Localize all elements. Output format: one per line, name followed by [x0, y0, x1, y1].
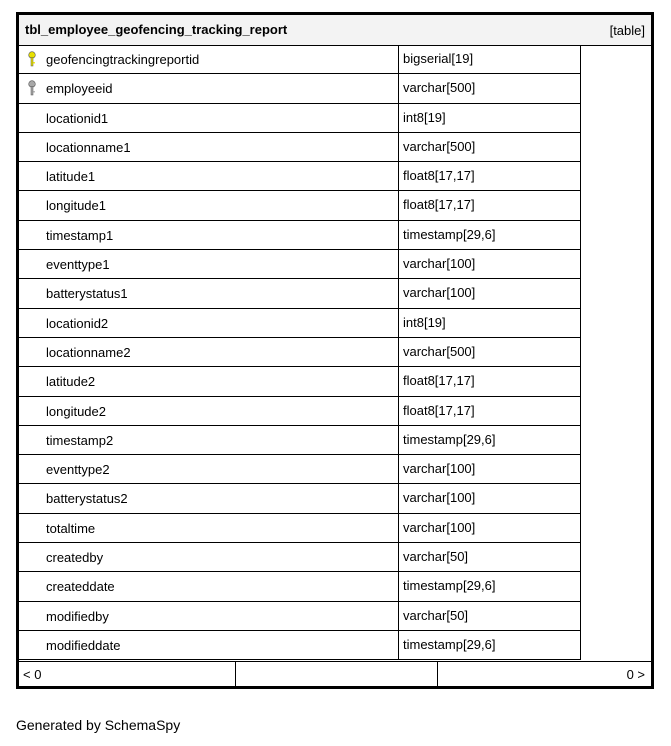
column-type-cell — [399, 162, 581, 190]
column-name-cell — [19, 45, 399, 73]
column-row — [19, 484, 581, 513]
column-name: latitude2 — [46, 374, 96, 390]
column-name: longitude2 — [46, 403, 106, 419]
column-type-cell — [399, 631, 581, 659]
column-type-cell — [399, 426, 581, 454]
column-row — [19, 221, 581, 250]
column-type-cell — [399, 250, 581, 278]
generated-by-text: Generated by SchemaSpy — [16, 717, 181, 733]
column-name: eventtype1 — [46, 257, 110, 273]
column-type: varchar[500] — [403, 138, 476, 154]
column-name-cell — [19, 162, 399, 190]
column-name-cell — [19, 514, 399, 542]
table-node — [16, 12, 654, 689]
column-type-cell — [399, 104, 581, 132]
column-list — [19, 45, 581, 660]
column-name-cell — [19, 133, 399, 161]
parents-cell — [19, 662, 236, 686]
column-name: modifiedby — [46, 608, 109, 624]
column-type: varchar[100] — [403, 519, 476, 535]
column-type: timestamp[29,6] — [403, 636, 496, 652]
foreign-key-icon — [27, 80, 37, 96]
column-type-cell — [399, 45, 581, 73]
column-row — [19, 455, 581, 484]
column-type-cell — [399, 191, 581, 219]
column-type-cell — [399, 455, 581, 483]
column-row — [19, 426, 581, 455]
column-name: timestamp2 — [46, 432, 114, 448]
column-row — [19, 250, 581, 279]
column-type: int8[19] — [403, 314, 446, 330]
column-row — [19, 133, 581, 162]
children-cell — [438, 662, 651, 686]
column-row — [19, 514, 581, 543]
column-row — [19, 191, 581, 220]
column-type: varchar[500] — [403, 343, 476, 359]
column-name: createddate — [46, 579, 115, 595]
column-row — [19, 338, 581, 367]
column-name-cell — [19, 484, 399, 512]
column-type-cell — [399, 309, 581, 337]
column-row — [19, 572, 581, 601]
column-name: locationname1 — [46, 139, 131, 155]
column-name-cell — [19, 455, 399, 483]
column-name-cell — [19, 191, 399, 219]
column-name: employeeid — [46, 81, 113, 97]
column-name-cell — [19, 338, 399, 366]
column-name-cell — [19, 426, 399, 454]
column-name-cell — [19, 397, 399, 425]
column-type: varchar[100] — [403, 461, 476, 477]
column-type-cell — [399, 484, 581, 512]
column-row — [19, 631, 581, 660]
column-type: float8[17,17] — [403, 197, 475, 213]
column-name-cell — [19, 279, 399, 307]
column-name: locationname2 — [46, 344, 131, 360]
column-row — [19, 279, 581, 308]
column-name: locationid1 — [46, 110, 109, 126]
column-name: createdby — [46, 550, 104, 566]
column-type: float8[17,17] — [403, 373, 475, 389]
column-type-cell — [399, 338, 581, 366]
column-name: longitude1 — [46, 198, 106, 214]
column-name-cell — [19, 602, 399, 630]
column-type-cell — [399, 397, 581, 425]
column-name: locationid2 — [46, 315, 109, 331]
table-kind-label: [table] — [609, 23, 645, 38]
column-name: geofencingtrackingreportid — [46, 52, 200, 67]
column-row — [19, 45, 581, 74]
column-type-cell — [399, 133, 581, 161]
column-type-cell — [399, 221, 581, 249]
column-name-cell — [19, 367, 399, 395]
column-type: varchar[100] — [403, 285, 476, 301]
column-row — [19, 162, 581, 191]
column-type: varchar[50] — [403, 549, 469, 565]
column-name-cell — [19, 543, 399, 571]
table-name: tbl_employee_geofencing_tracking_report — [25, 22, 288, 37]
column-name: totaltime — [46, 520, 96, 536]
parents-count: < 0 — [23, 667, 42, 682]
column-type-cell — [399, 602, 581, 630]
column-name: eventtype2 — [46, 462, 110, 478]
column-type: bigserial[19] — [403, 51, 474, 66]
column-type-cell — [399, 543, 581, 571]
column-type: float8[17,17] — [403, 168, 475, 184]
column-name: modifieddate — [46, 637, 121, 653]
column-name: latitude1 — [46, 169, 96, 185]
column-type: varchar[50] — [403, 607, 469, 623]
column-name-cell — [19, 74, 399, 102]
column-name: timestamp1 — [46, 227, 114, 243]
column-row — [19, 104, 581, 133]
column-name-cell — [19, 104, 399, 132]
table-footer — [19, 661, 651, 686]
column-name-cell — [19, 572, 399, 600]
column-row — [19, 367, 581, 396]
column-type: timestamp[29,6] — [403, 431, 496, 447]
footer-spacer-cell — [236, 662, 438, 686]
column-row — [19, 602, 581, 631]
column-type: varchar[100] — [403, 490, 476, 506]
table-header — [19, 15, 651, 46]
column-name-cell — [19, 250, 399, 278]
column-type: timestamp[29,6] — [403, 226, 496, 242]
column-row — [19, 74, 581, 103]
column-row — [19, 543, 581, 572]
primary-key-icon — [27, 51, 37, 67]
column-type-cell — [399, 514, 581, 542]
column-type-cell — [399, 279, 581, 307]
column-type-cell — [399, 74, 581, 102]
column-type: varchar[500] — [403, 80, 476, 96]
column-name-cell — [19, 631, 399, 659]
column-type: timestamp[29,6] — [403, 578, 496, 594]
column-name-cell — [19, 309, 399, 337]
column-type-cell — [399, 572, 581, 600]
column-type: varchar[100] — [403, 256, 476, 272]
column-type-cell — [399, 367, 581, 395]
children-count: 0 > — [626, 667, 645, 682]
column-row — [19, 309, 581, 338]
column-row — [19, 397, 581, 426]
column-type: float8[17,17] — [403, 402, 475, 418]
column-name: batterystatus2 — [46, 491, 128, 507]
column-name-cell — [19, 221, 399, 249]
column-type: int8[19] — [403, 109, 446, 125]
column-name: batterystatus1 — [46, 286, 128, 302]
